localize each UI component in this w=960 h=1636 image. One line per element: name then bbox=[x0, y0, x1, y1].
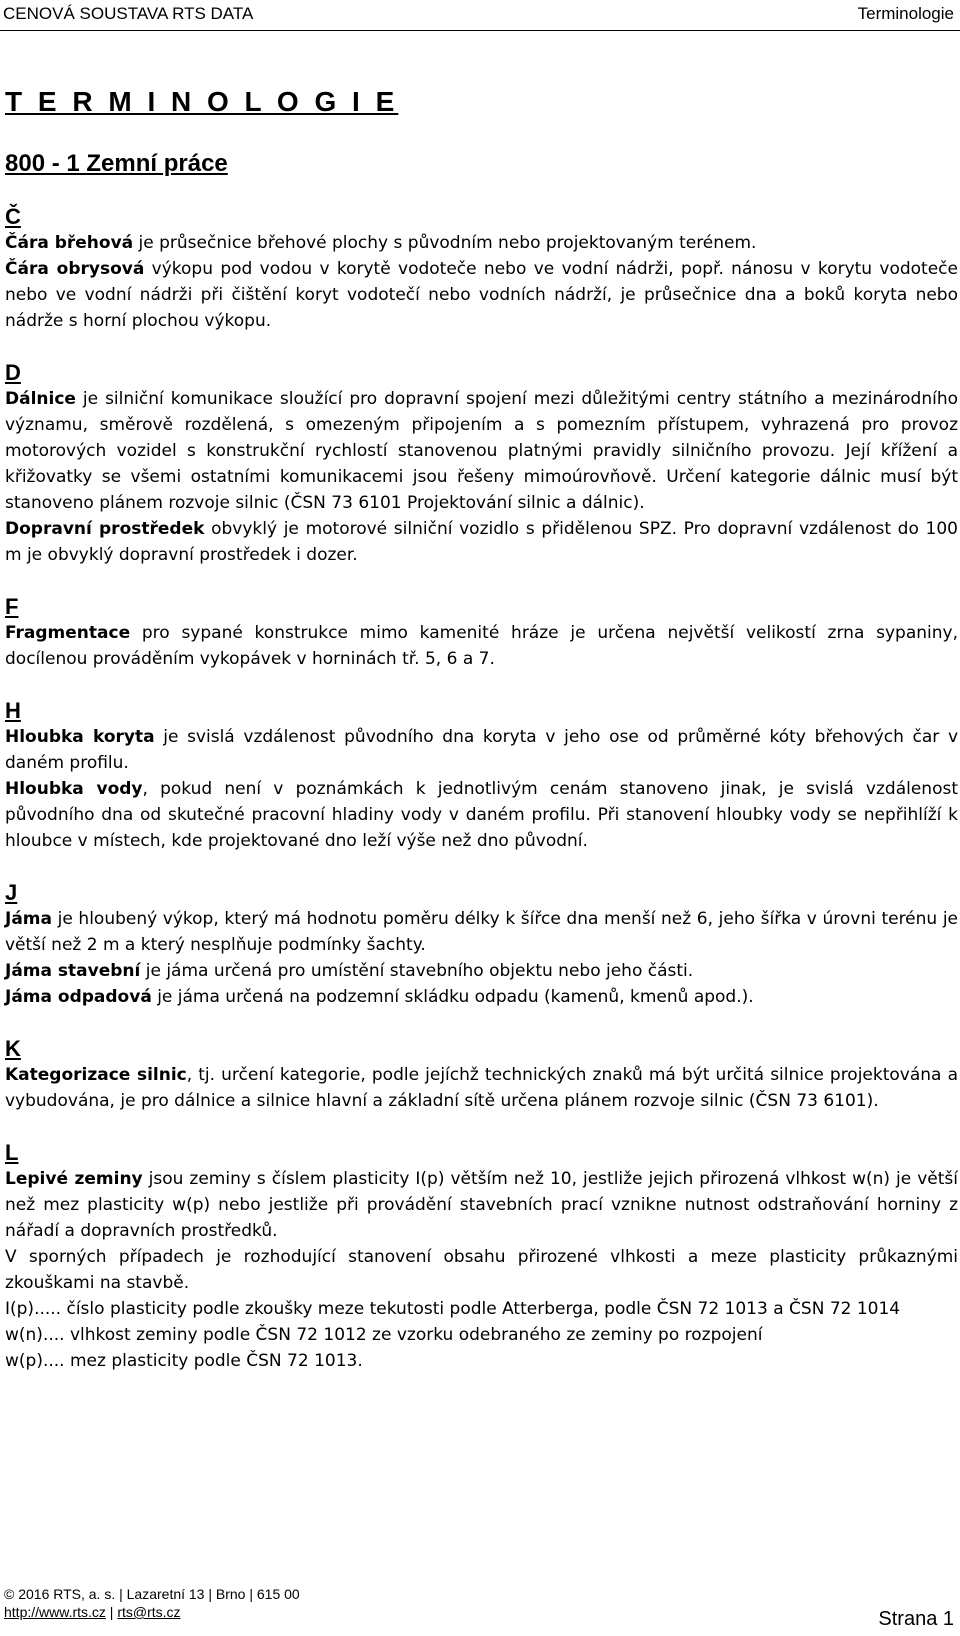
glossary-term: Lepivé zeminy bbox=[5, 1169, 143, 1189]
glossary-entry bbox=[5, 1322, 958, 1348]
glossary-term: Kategorizace silnic bbox=[5, 1065, 187, 1085]
glossary-definition: je jáma určená pro umístění stavebního objektu nebo jeho části. bbox=[140, 961, 694, 981]
page-title: T E R M I N O L O G I E bbox=[5, 86, 399, 117]
glossary-definition: pro sypané konstrukce mimo kamenité hráze je určena největší velikostí zrna sypaniny, docílenou prováděním vykopávek v horninách tř. 5, 6 a 7. bbox=[5, 623, 958, 669]
glossary-term: Čára obrysová bbox=[5, 259, 145, 279]
glossary-definition: je jáma určená na podzemní skládku odpadu (kamenů, kmenů apod.). bbox=[151, 987, 754, 1007]
glossary-definition: w(n).... vlhkost zeminy podle ČSN 72 1012 ze vzorku odebraného ze zeminy po rozpojení bbox=[5, 1325, 763, 1345]
glossary-definition: obvyklý je motorové silniční vozidlo s přidělenou SPZ. Pro dopravní vzdálenost do 100 m je obvyklý dopravní prostředek i dozer. bbox=[5, 519, 959, 565]
glossary-term: Dálnice bbox=[5, 389, 76, 409]
glossary-entry bbox=[5, 516, 958, 568]
glossary bbox=[5, 204, 958, 1374]
glossary-entry bbox=[5, 230, 958, 256]
page-number: Strana 1 bbox=[878, 1608, 954, 1630]
letter-heading: J bbox=[5, 880, 18, 905]
glossary-definition: je průsečnice břehové plochy s původním nebo projektovaným terénem. bbox=[133, 233, 757, 253]
glossary-entry bbox=[5, 906, 958, 958]
page-header bbox=[0, 0, 960, 31]
footer-address: © 2016 RTS, a. s. | Lazaretní 13 | Brno | 615 00 bbox=[4, 1586, 300, 1602]
glossary-term: Jáma odpadová bbox=[5, 987, 152, 1007]
glossary-definition: je svislá vzdálenost původního dna koryta v jeho ose od průměrné kóty břehových čar v daném profilu. bbox=[5, 727, 959, 773]
glossary-entry bbox=[5, 1348, 958, 1374]
glossary-entry bbox=[5, 1166, 958, 1244]
glossary-definition: , tj. určení kategorie, podle jejíchž technických znaků má být určitá silnice projektována a vybudována, je pro dálnice a silnice hlavní a základní sítě určena plánem rozvoje silnic (ČSN 73 6101). bbox=[5, 1065, 958, 1111]
glossary-definition: je silniční komunikace sloužící pro dopravní spojení mezi důležitými centry státního a mezinárodního významu, směrově rozdělená, s omezeným připojením a s pomezním přístupem, vyhrazená pro provoz motorových vozidel s konstrukční rychlostí stanovenou platnými pravidly silničního provozu. Její křížení a křižovatky se všemi ostatními komunikacemi jsou řešeny mimoúrovňově. Určení kategorie dálnic musí být stanoveno plánem rozvoje silnic (ČSN 73 6101 Projektování silnic a dálnic). bbox=[5, 389, 958, 513]
glossary-entry bbox=[5, 724, 958, 776]
header-doc-title: CENOVÁ SOUSTAVA RTS DATA bbox=[3, 4, 254, 23]
glossary-term: Hloubka vody bbox=[5, 779, 143, 799]
glossary-entry bbox=[5, 256, 958, 334]
footer-links bbox=[4, 1604, 181, 1620]
glossary-term: Dopravní prostředek bbox=[5, 519, 205, 539]
glossary-entry bbox=[5, 958, 958, 984]
document-body bbox=[5, 84, 958, 1374]
letter-heading: H bbox=[5, 698, 21, 723]
glossary-definition: je hloubený výkop, který má hodnotu poměru délky k šířce dna menší než 6, jeho šířka v úrovni terénu je větší než 2 m a který nesplňuje podmínky šachty. bbox=[5, 909, 958, 955]
section-title: 800 - 1 Zemní práce bbox=[5, 150, 228, 177]
glossary-entry bbox=[5, 1296, 958, 1322]
glossary-definition: , pokud není v poznámkách k jednotlivým cenám stanoveno jinak, je svislá vzdálenost původního dna od skutečné pracovní hladiny vody v daném profilu. Při stanovení hloubky vody se nepřihlíží k hloubce v místech, kde projektované dno leží výše než dno původní. bbox=[5, 779, 958, 851]
footer-email-link[interactable]: rts@rts.cz bbox=[117, 1604, 181, 1620]
header-section-title: Terminologie bbox=[857, 4, 954, 23]
glossary-term: Jáma bbox=[5, 909, 52, 929]
footer-separator: | bbox=[105, 1604, 118, 1620]
glossary-term: Hloubka koryta bbox=[5, 727, 155, 747]
letter-heading: L bbox=[5, 1140, 19, 1165]
page-footer bbox=[4, 1586, 956, 1636]
letter-heading: K bbox=[5, 1036, 21, 1061]
glossary-entry bbox=[5, 1244, 958, 1296]
letter-heading: F bbox=[5, 594, 19, 619]
glossary-definition: w(p).... mez plasticity podle ČSN 72 1013. bbox=[5, 1351, 363, 1371]
glossary-term: Jáma stavební bbox=[5, 961, 141, 981]
glossary-definition: jsou zeminy s číslem plasticity I(p) větším než 10, jestliže jejich přirozená vlhkost w(n) je větší než mez plasticity w(p) nebo jestliže při provádění stavebních prací vznikne nutnost odstraňování horniny z nářadí a dopravních prostředků. bbox=[5, 1169, 958, 1241]
glossary-entry bbox=[5, 984, 958, 1010]
glossary-definition: V sporných případech je rozhodující stanovení obsahu přirozené vlhkosti a meze plasticity průkaznými zkouškami na stavbě. bbox=[5, 1247, 958, 1293]
glossary-entry bbox=[5, 386, 958, 516]
glossary-definition: výkopu pod vodou v korytě vodoteče nebo ve vodní nádrži, popř. nánosu v korytu vodoteče nebo ve vodní nádrži při čištění koryt vodotečí nebo vodních nádrží, je průsečnice dna a boků koryta nebo nádrže s horní plochou výkopu. bbox=[5, 259, 958, 331]
glossary-entry bbox=[5, 620, 958, 672]
letter-heading: D bbox=[5, 360, 21, 385]
footer-web-link[interactable]: http://www.rts.cz bbox=[4, 1604, 106, 1620]
glossary-definition: I(p)..... číslo plasticity podle zkoušky meze tekutosti podle Atterberga, podle ČSN 72 1013 a ČSN 72 1014 bbox=[5, 1299, 901, 1319]
glossary-term: Fragmentace bbox=[5, 623, 131, 643]
glossary-entry bbox=[5, 776, 958, 854]
glossary-term: Čára břehová bbox=[5, 233, 134, 253]
glossary-entry bbox=[5, 1062, 958, 1114]
letter-heading: Č bbox=[5, 204, 21, 229]
